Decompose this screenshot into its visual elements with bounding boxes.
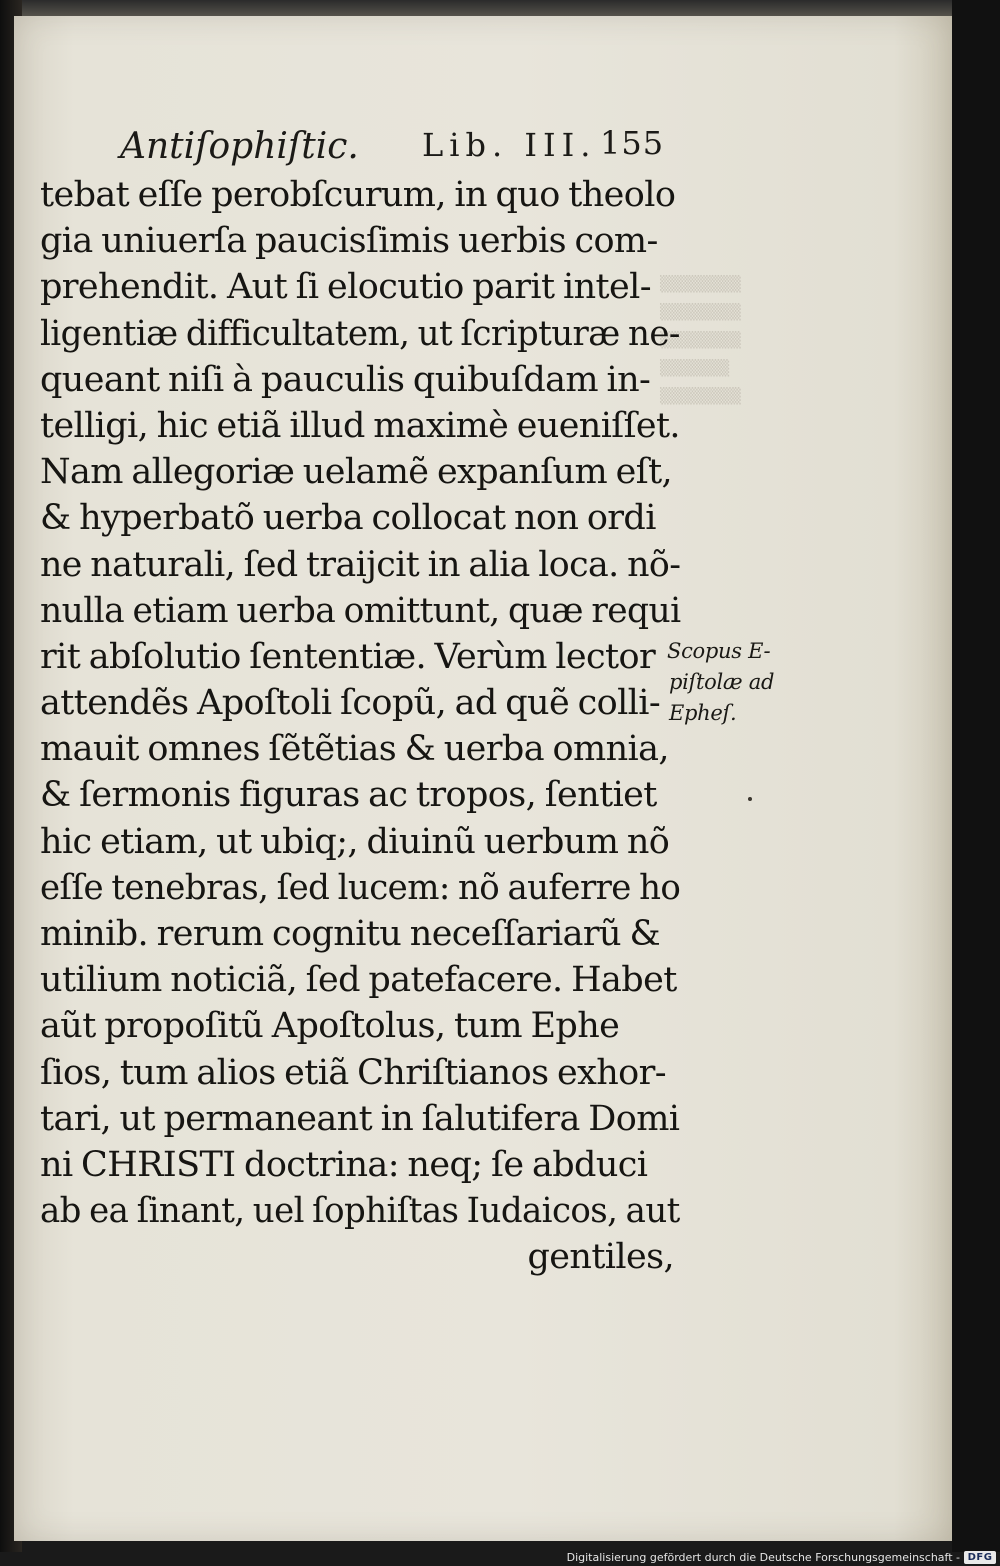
digitization-credit: Digitalisierung gefördert durch die Deutsche Forschungsgemeinschaft -	[566, 1550, 960, 1564]
text-line: mauit omnes ſẽtẽtias & uerba omnia,	[40, 729, 669, 770]
scan-right-edge	[952, 0, 1000, 1552]
text-line: Nam allegoriæ uelamẽ expanſum eſt,	[40, 452, 673, 493]
text-line: attendẽs Apoſtoli ſcopũ, ad quẽ colli-	[40, 683, 661, 724]
text-line: ne naturali, ſed traijcit in alia loca. nõ-	[40, 544, 681, 585]
body-text	[40, 172, 680, 1281]
text-line: hic etiam, ut ubiq;, diuinũ uerbum nõ	[40, 821, 670, 862]
marginal-note	[667, 636, 797, 729]
running-head	[120, 120, 680, 170]
marginal-line: Scopus E-	[667, 639, 771, 663]
marginal-line: piſtolæ ad	[669, 670, 775, 694]
text-line: prehendit. Aut ſi elocutio parit intel-	[40, 267, 651, 308]
text-line: ni CHRISTI doctrina: neq; ſe abduci	[40, 1144, 648, 1185]
text-line: ſios, tum alios etiã Chriſtianos exhor-	[40, 1052, 666, 1093]
running-head-book: Lib. III.	[422, 126, 597, 164]
text-line: gia uniuerſa paucisſimis uerbis com-	[40, 221, 658, 262]
text-line: tebat eſſe perobſcurum, in quo theolo	[40, 175, 676, 215]
catchword: gentiles,	[527, 1237, 674, 1278]
text-line: tari, ut permaneant in ſalutifera Domi	[40, 1098, 680, 1139]
show-through-text: ▒▒▒▒▒▒▒ ▒▒▒▒▒▒▒ ▒▒▒▒▒▒▒ ▒▒▒▒▒▒ ▒▒▒▒▒▒▒	[660, 275, 741, 405]
text-line: queant niſi à pauculis quibuſdam in-	[40, 359, 651, 400]
text-line: utilium noticiã, ſed patefacere. Habet	[40, 960, 677, 1001]
text-line: ab ea ſinant, uel ſophiſtas Iudaicos, aut	[40, 1191, 680, 1232]
dfg-logo: DFG	[964, 1551, 996, 1564]
text-line: rit abſolutio ſententiæ. Verùm lector	[40, 636, 656, 677]
text-line: eſſe tenebras, ſed lucem: nõ auferre ho	[40, 867, 681, 908]
text-line: & hyperbatõ uerba collocat non ordi	[40, 498, 656, 539]
text-line: nulla etiam uerba omittunt, quæ requi	[40, 590, 681, 631]
text-line: minib. rerum cognitu neceſſariarũ &	[40, 914, 661, 954]
text-line: aũt propoſitũ Apoſtolus, tum Ephe	[40, 1006, 620, 1047]
text-line: & ſermonis figuras ac tropos, ſentiet	[40, 775, 657, 816]
marginal-line: Epheſ.	[669, 701, 737, 725]
page-number: 155	[600, 124, 665, 162]
text-line: ligentiæ difficultatem, ut ſcripturæ ne-	[40, 313, 680, 354]
running-head-title: Antiſophiſtic.	[120, 126, 359, 167]
text-line: telligi, hic etiã illud maximè eueniſſet.	[40, 405, 680, 446]
ink-speck	[748, 797, 752, 801]
